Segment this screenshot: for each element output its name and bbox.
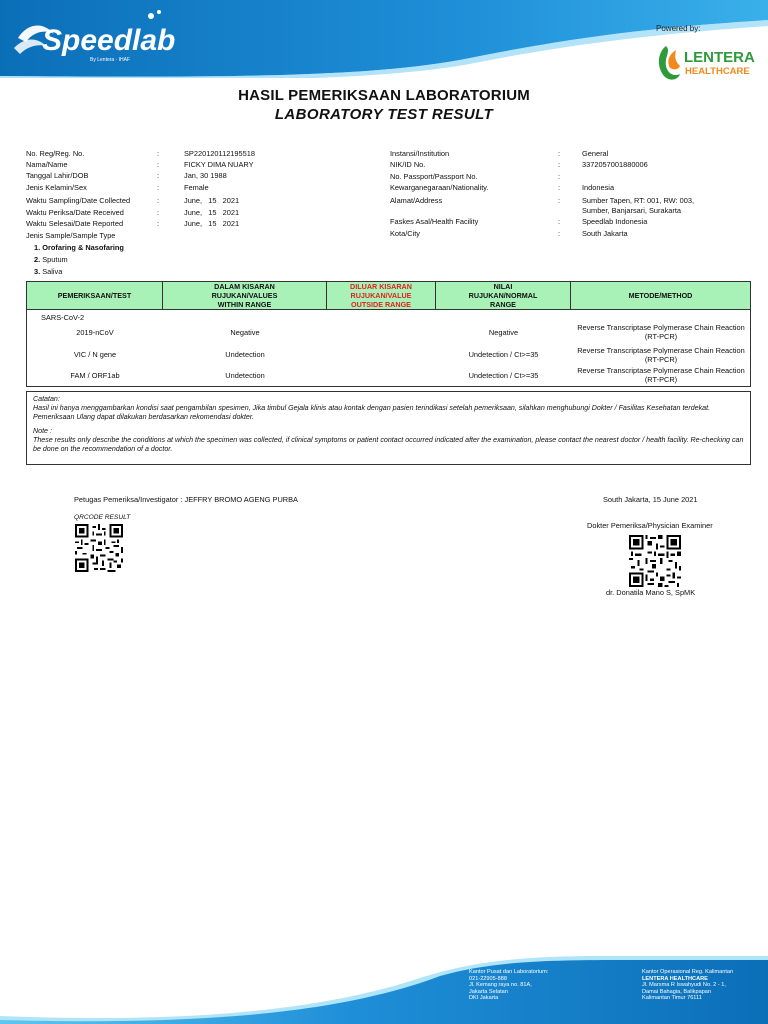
speedlab-subtitle: By Lentera · IHAF bbox=[90, 57, 131, 63]
lentera-wordmark: LENTERA bbox=[684, 49, 755, 66]
results-table bbox=[26, 281, 751, 387]
notes-box bbox=[26, 391, 751, 465]
qr-code-physician bbox=[629, 535, 681, 587]
catatan-text: Hasil ini hanya menggambarkan kondisi saat pengambilan spesimen, Jika timbul Gejala klinis atau kontak dengan pasien terindikasi setelah pemeriksaan, silahkan menghubungi Dokter / Fasilitas Kesehatan terdekat. Pemeriksaan Ulang dapat dilakukan berdasarkan rekomendasi dokter. bbox=[33, 404, 711, 421]
speedlab-wordmark: Speedlab bbox=[42, 24, 176, 57]
info-date-reported: Waktu Selesai/Date Reported : June, 15 2021 bbox=[26, 219, 240, 228]
info-institution: Instansi/Institution : General bbox=[390, 149, 609, 158]
info-passport: No. Passport/Passport No. : bbox=[390, 172, 561, 181]
lentera-healthcare-logo bbox=[652, 38, 756, 84]
title-english: LABORATORY TEST RESULT bbox=[274, 106, 494, 123]
info-reg-no: No. Reg/Reg. No. : SP220120112195518 bbox=[26, 149, 255, 158]
cell-normal: Undetection / Ct>=35 bbox=[468, 350, 539, 359]
cell-method: Reverse Transcriptase Polymerase Chain Reaction (RT-PCR) bbox=[577, 346, 745, 364]
info-sex: Jenis Kelamin/Sex : Female bbox=[26, 183, 209, 192]
cell-normal: Negative bbox=[488, 328, 519, 337]
info-city: Kota/City : South Jakarta bbox=[390, 229, 628, 238]
sample-item: 1. Orofaring & Nasofaring bbox=[34, 243, 124, 252]
header-normal-range: NILAI RUJUKAN/NORMAL RANGE bbox=[436, 282, 571, 309]
info-dob: Tanggal Lahir/DOB : Jan, 30 1988 bbox=[26, 171, 227, 180]
note-label: Note : bbox=[33, 427, 52, 435]
speedlab-logo bbox=[14, 8, 184, 66]
place-date: South Jakarta, 15 June 2021 bbox=[603, 495, 698, 504]
powered-by-label: Powered by: bbox=[656, 24, 701, 33]
info-date-received: Waktu Periksa/Date Received : June, 15 2021 bbox=[26, 208, 240, 217]
cell-test: VIC / N gene bbox=[73, 350, 117, 359]
header-method: METODE/METHOD bbox=[628, 291, 693, 300]
info-address: Alamat/Address : Sumber Tapen, RT: 001, RW: 003, Sumber, Banjarsari, Surakarta bbox=[390, 196, 695, 215]
investigator-line: Petugas Pemeriksa/Investigator : JEFFRY BROMO AGENG PURBA bbox=[74, 495, 298, 504]
cell-normal: Undetection / Ct>=35 bbox=[468, 371, 539, 380]
info-date-collected: Waktu Sampling/Date Collected : June, 15 2021 bbox=[26, 196, 240, 205]
sample-item: 3. Saliva bbox=[34, 267, 63, 276]
cell-within: Negative bbox=[230, 328, 260, 337]
header-test: PEMERIKSAAN/TEST bbox=[27, 282, 163, 309]
physician-label: Dokter Pemeriksa/Physician Examiner bbox=[587, 521, 713, 530]
cell-method: Reverse Transcriptase Polymerase Chain Reaction (RT-PCR) bbox=[577, 366, 745, 384]
qr-code-result bbox=[75, 524, 123, 572]
sample-item: 2. Sputum bbox=[34, 255, 68, 264]
info-health-facility: Faskes Asal/Health Facility : Speedlab Indonesia bbox=[390, 217, 648, 226]
cell-within: Undetection bbox=[225, 371, 265, 380]
cell-test: 2019-nCoV bbox=[76, 328, 114, 337]
physician-name: dr. Donatila Mano S, SpMK bbox=[606, 588, 696, 597]
note-text: These results only describe the conditions at which the specimen was collected, if clinical symptoms or patient contact occurred indicated after the examination, please contact the nearest doctor / health facility. Re-checking can be done on the recommendation of a doctor. bbox=[33, 436, 744, 453]
footer-regional-office: Kantor Operasional Reg. Kalimantan LENTERA HEALTHCARE Jl. Marsma R Iswahyudi No. 2 - 1, Damai Bahagia, Balikpapan Kalimantan Timur 76111 bbox=[642, 969, 734, 1002]
header-within-range: DALAM KISARAN RUJUKAN/VALUES WITHIN RANGE bbox=[163, 282, 327, 309]
qr-result-label: QRCODE RESULT bbox=[74, 514, 131, 521]
cell-test: FAM / ORF1ab bbox=[70, 371, 120, 380]
info-name: Nama/Name : FICKY DIMA NUARY bbox=[26, 160, 254, 169]
cell-within: Undetection bbox=[225, 350, 265, 359]
cell-method: Reverse Transcriptase Polymerase Chain Reaction (RT-PCR) bbox=[577, 323, 745, 341]
results-table-header bbox=[27, 282, 750, 310]
header-outside-range: DILUAR KISARAN RUJUKAN/VALUE OUTSIDE RANGE bbox=[327, 282, 436, 309]
healthcare-wordmark: HEALTHCARE bbox=[685, 66, 750, 77]
info-nationality: Kewarganegaraan/Nationality. : Indonesia bbox=[390, 183, 615, 192]
footer-head-office: Kantor Pusat dan Laboratorium: 021-22905-888 Jl. Kemang raya no. 81A, Jakarta Selatan DKI Jakarta bbox=[469, 969, 549, 1002]
catatan-label: Catatan: bbox=[33, 395, 60, 403]
title-indonesian: HASIL PEMERIKSAAN LABORATORIUM bbox=[238, 87, 530, 104]
sample-type-label: Jenis Sample/Sample Type bbox=[26, 231, 116, 240]
info-nik: NIK/ID No. : 3372057001880006 bbox=[390, 160, 648, 169]
test-group-label: SARS-CoV-2 bbox=[41, 313, 85, 322]
